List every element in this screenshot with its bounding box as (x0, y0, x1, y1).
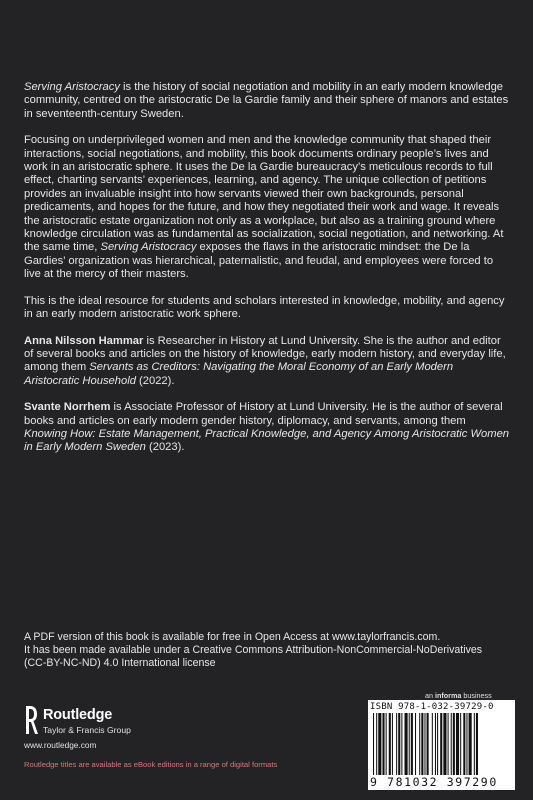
open-access-line: (CC-BY-NC-ND) 4.0 International license (24, 657, 216, 669)
informa-business-label: an informa business (425, 691, 492, 700)
blurb-paragraph-2: Focusing on underprivileged women and men and the knowledge community that shaped their interactions, social negotiations, and mobility, this book documents ordinary people’s lives and work in an aristocratic sphere. It uses the De la Gardie bureaucracy’s meticulous records to full effect, charting servants’ experiences, learning, and agency. The unique collection of petitions provides an invaluable insight into how servants viewed their own backgrounds, personal predicaments, and hopes for the future, and how they negotiated their work and wage. It reveals the aristocratic estate organization not only as a workplace, but also as a training ground where knowledge circulation was as fundamental as socialization, social negotiation, and networking. At the same time, Serving Aristocracy exposes the flaws in the aristocratic mindset: the De la Gardies’ organization was hierarchical, paternalistic, and feudal, and employees were forced to live at the mercy of their masters. (24, 134, 504, 281)
author-name: Svante Norrhem (24, 401, 111, 414)
open-access-line: A PDF version of this book is available for free in Open Access at www.taylorfrancis.com. (24, 631, 441, 643)
publisher-website[interactable]: www.routledge.com (24, 740, 97, 750)
book-title: Serving Aristocracy (24, 81, 120, 93)
blurb-paragraph-1: Serving Aristocracy is the history of social negotiation and mobility in an early modern knowledge community, centred on the aristocratic De la Gardie family and their sphere of manors and estates in seventeenth-century Sweden. (24, 81, 509, 120)
ebook-note: Routledge titles are available as eBook editions in a range of digital formats (24, 760, 278, 769)
blurb-paragraph-3: This is the ideal resource for students and scholars interested in knowledge, mobility, and agency in an early modern aristocratic work sphere. (24, 294, 505, 321)
isbn-barcode (368, 700, 515, 790)
author-work: Knowing How: Estate Management, Practical Knowledge, and Agency Among Aristocratic Women in Early Modern Sweden (24, 427, 510, 454)
routledge-logo (24, 705, 184, 745)
author-work: Servants as Creditors: Navigating the Moral Economy of an Early Modern Aristocratic Household (24, 361, 454, 387)
book-title: Serving Aristocracy (100, 241, 197, 254)
author-bio-1: Anna Nilsson Hammar is Researcher in History at Lund University. She is the author and editor of several books and articles on the history of knowledge, early modern history, and everyday life, among them Servants as Creditors: Navigating the Moral Economy of an Early Modern Aristocratic Household (2022). (24, 334, 506, 387)
back-cover-text (24, 81, 510, 468)
routledge-r-icon (24, 705, 38, 735)
isbn-label: ISBN 978-1-032-39729-0 (370, 702, 494, 712)
open-access-line: It has been made available under a Creative Commons Attribution-NonCommercial-NoDerivatives (24, 644, 483, 656)
author-bio-2: Svante Norrhem is Associate Professor of History at Lund University. He is the author of several books and articles on early modern gender history, diplomacy, and servants, among them Knowing How: Estate Management, Practical Knowledge, and Agency Among Aristocratic Women in Early Modern Sweden (2023). (24, 401, 510, 454)
barcode-bars (373, 713, 510, 775)
publisher-group: Taylor & Francis Group (43, 725, 131, 735)
barcode-digits: 9 781032 397290 (370, 775, 498, 789)
publisher-name: Routledge (43, 707, 113, 723)
author-name: Anna Nilsson Hammar (24, 334, 144, 347)
open-access-note (24, 631, 510, 670)
